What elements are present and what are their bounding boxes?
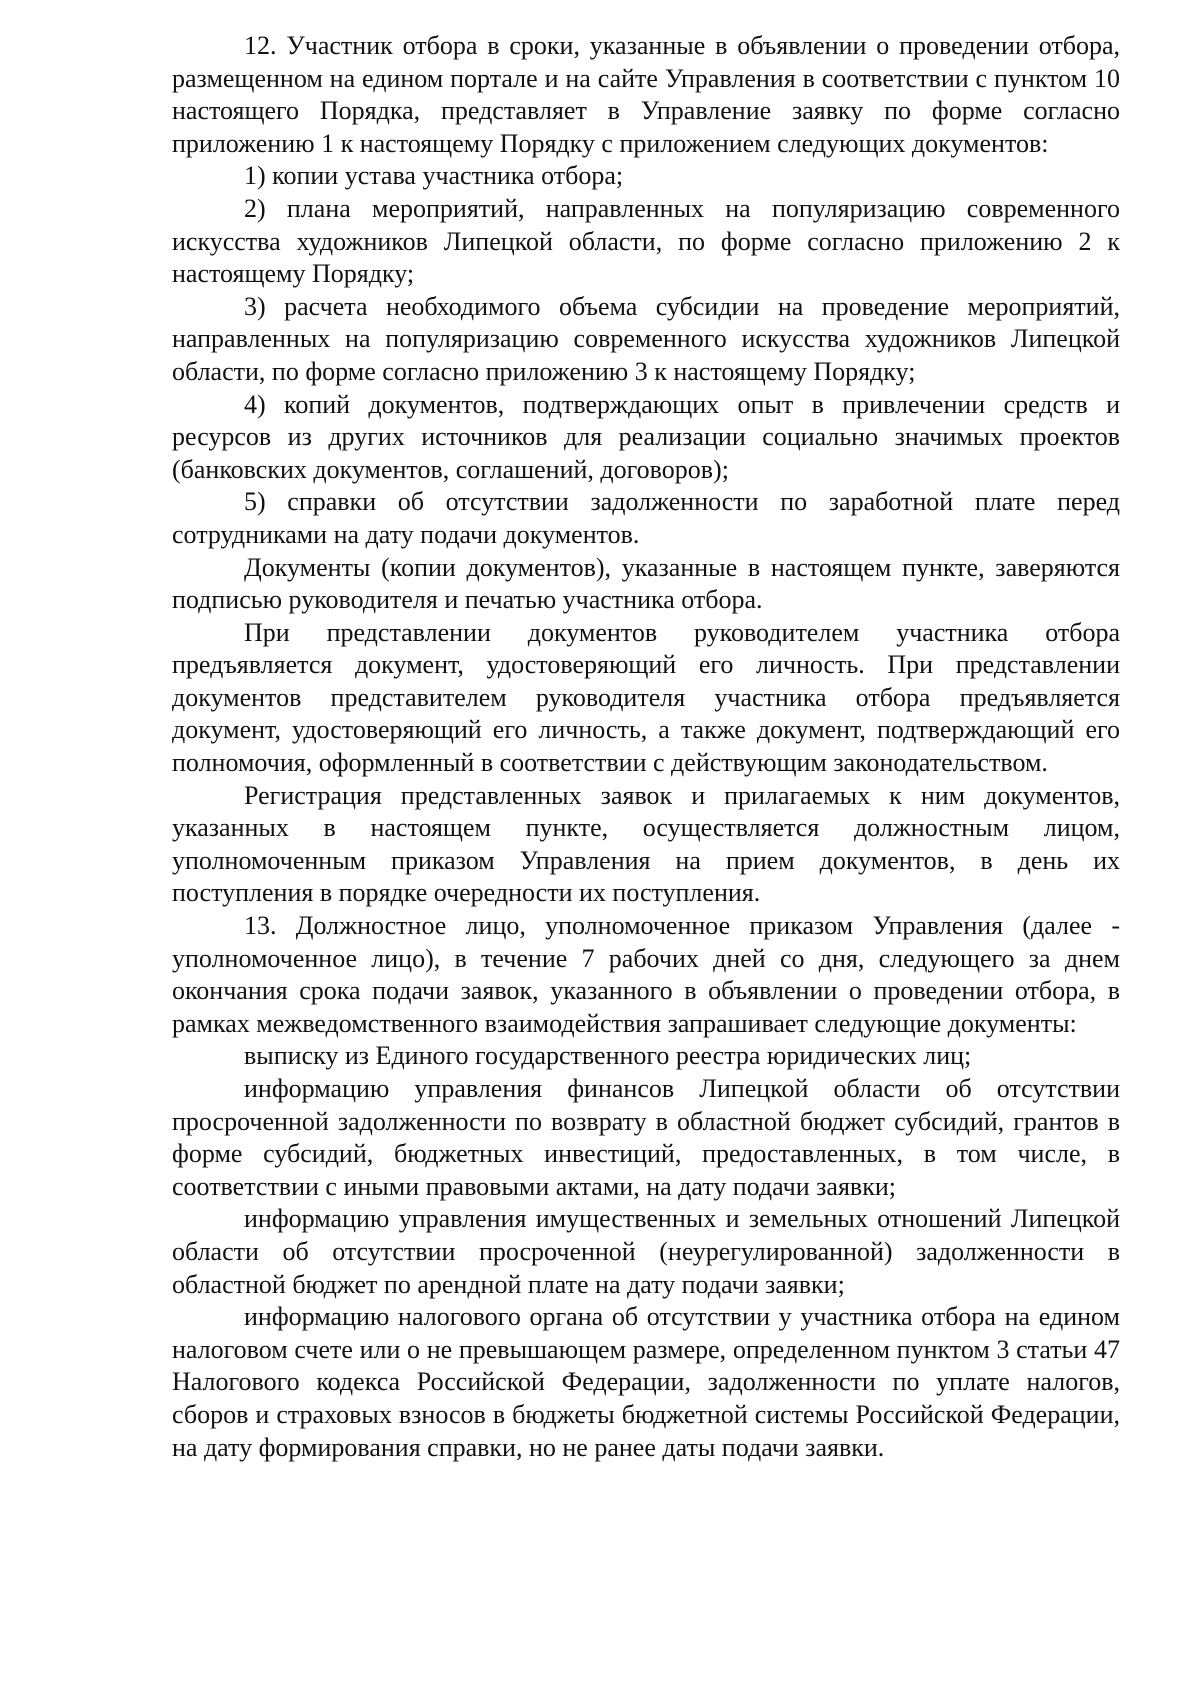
paragraph-item-12: 12. Участник отбора в сроки, указанные в объявлении о проведении отбора, размещенном на едином портале и на сайте Управления в соответствии с пунктом 10 настоящего Порядка, представляет в Управление заявку по форме согласно приложению 1 к настоящему Порядку с приложением следующих документов: — [172, 31, 1120, 158]
list-item-4: 4) копий документов, подтверждающих опыт в привлечении средств и ресурсов из других источников для реализации социально значимых проектов (банковских документов, соглашений, договоров); — [172, 389, 1120, 484]
list-item-tax: информацию налогового органа об отсутствии у участника отбора на едином налоговом счете или о не превышающем размере, определенном пунктом 3 статьи 47 Налогового кодекса Российской Федерации, задолженности по уплате налогов, сборов и страховых взносов в бюджеты бюджетной системы Российской Федерации, на дату формирования справки, но не ранее даты подачи заявки. — [172, 1302, 1120, 1462]
list-item-1: 1) копии устава участника отбора; — [244, 161, 624, 191]
paragraph-identity: При представлении документов руководителем участника отбора предъявляется документ, удостоверяющий его личность. При представлении документов представителем руководителя участника отбора предъявляется документ, удостоверяющий его личность, а также документ, подтверждающий его полномочия, оформленный в соответствии с действующим законодательством. — [172, 617, 1120, 778]
list-item-3: 3) расчета необходимого объема субсидии на проведение мероприятий, направленных на популяризацию современного искусства художников Липецкой области, по форме согласно приложению 3 к настоящему Порядку; — [172, 291, 1120, 386]
list-item-5: 5) справки об отсутствии задолженности по заработной плате перед сотрудниками на дату подачи документов. — [172, 487, 1120, 549]
list-item-2: 2) плана мероприятий, направленных на популяризацию современного искусства художников Липецкой области, по форме согласно приложению 2 к настоящему Порядку; — [172, 193, 1120, 289]
list-item-egrul: выписку из Единого государственного реестра юридических лиц; — [244, 1041, 972, 1071]
paragraph-registration: Регистрация представленных заявок и прилагаемых к ним документов, указанных в настоящем пункте, осуществляется должностным лицом, уполномоченным приказом Управления на прием документов, в день их поступления в порядке очередности их поступления. — [172, 780, 1120, 908]
paragraph-certification: Документы (копии документов), указанные в настоящем пункте, заверяются подписью руководителя и печатью участника отбора. — [172, 552, 1120, 615]
document-body — [172, 30, 1120, 1464]
list-item-finance: информацию управления финансов Липецкой области об отсутствии просроченной задолженности по возврату в областной бюджет субсидий, грантов в форме субсидий, бюджетных инвестиций, предоставленных, в том числе, в соответствии с иными правовыми актами, на дату подачи заявки; — [172, 1074, 1120, 1201]
list-item-property: информацию управления имущественных и земельных отношений Липецкой области об отсутствии просроченной (неурегулированной) задолженности в областной бюджет по арендной плате на дату подачи заявки; — [172, 1204, 1120, 1299]
paragraph-item-13: 13. Должностное лицо, уполномоченное приказом Управления (далее - уполномоченное лицо), в течение 7 рабочих дней со дня, следующего за днем окончания срока подачи заявок, указанного в объявлении о проведении отбора, в рамках межведомственного взаимодействия запрашивает следующие документы: — [172, 911, 1120, 1038]
